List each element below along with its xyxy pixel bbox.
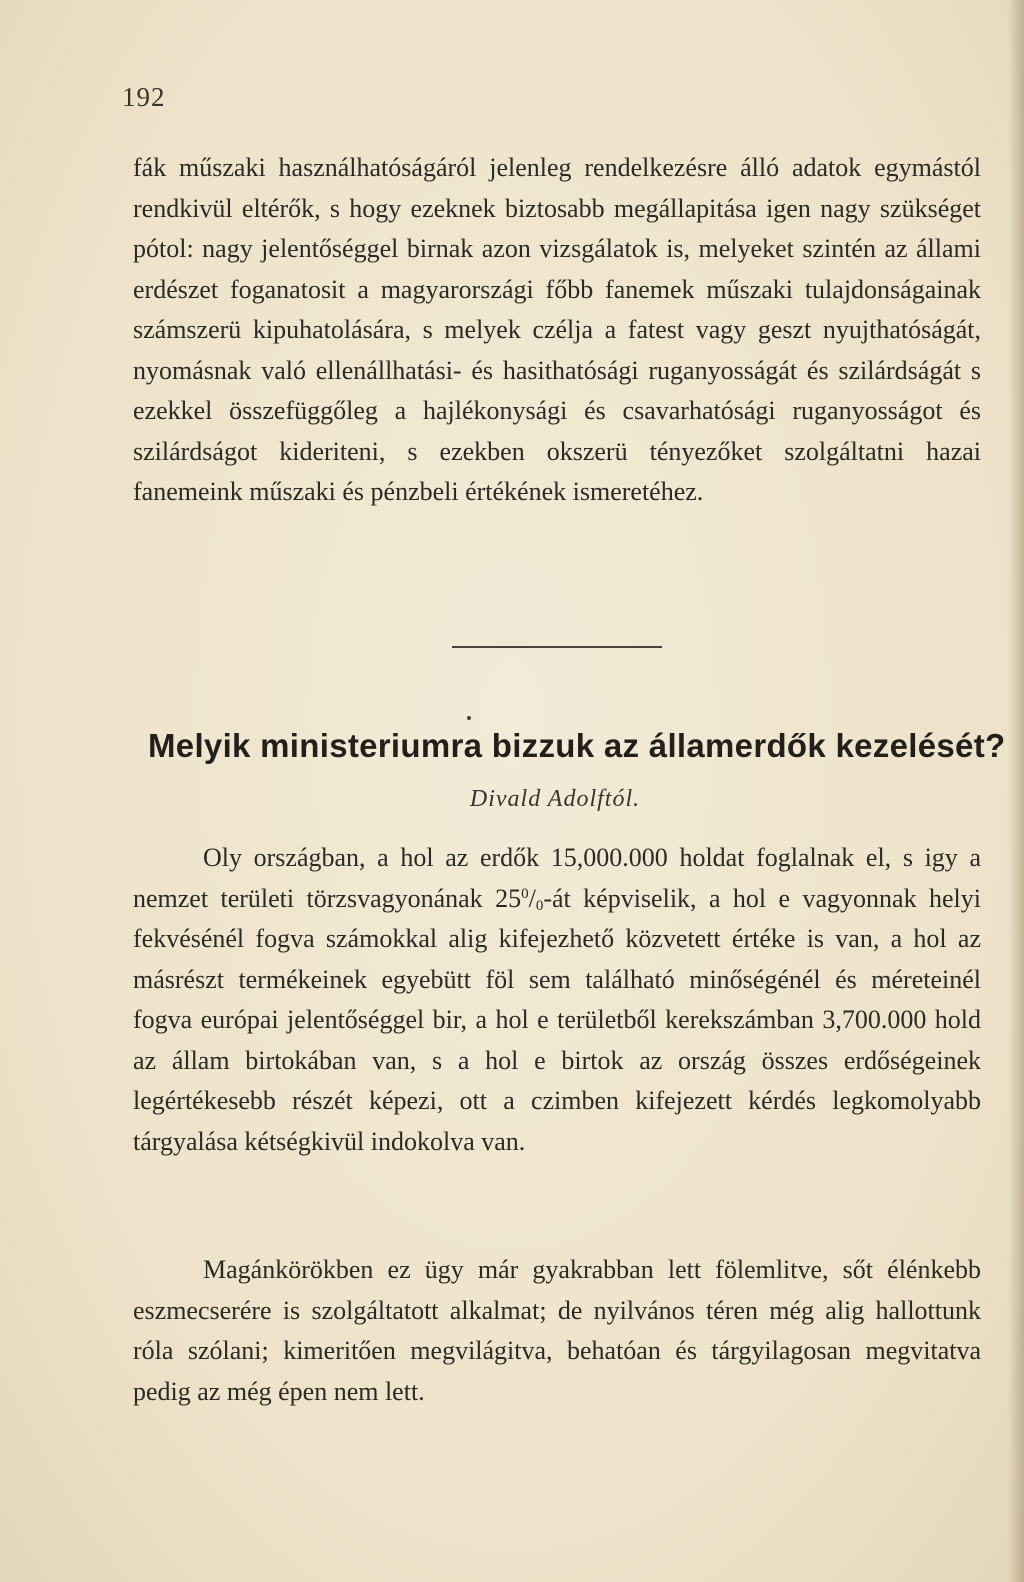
page-number: 192	[122, 82, 166, 112]
intro-text: fák műszaki használhatóságáról jelenleg rendelkezésre álló adatok egymástól rendkivül eltérők, s hogy ezeknek biztosabb megállapitása igen nagy szükséget pótol: nagy jelentőséggel birnak azon vizsgálatok is, melyeket szintén az állami erdészet foganatosit a magyarországi főbb fanemek műszaki tulajdonságainak számszerü kipuhatolására, s melyek czélja a fatest vagy geszt nyujthatóságát, nyomásnak való ellenállhatási- és hasithatósági ruganyosságát és szilárdságát s ezekkel összefüggőleg a hajlékonysági és csavarhatósági ruganyosságot és szilárdságot kideriteni, s ezekben okszerü tényezőket szolgáltatni hazai fanemeink műszaki és pénzbeli értékének ismeretéhez.	[133, 153, 981, 506]
paragraph-1-before: Oly országban, a hol az erdők 15,000.000 holdat foglalnak el, s igy a nemzet területi törzsvagyonának 25	[133, 843, 981, 913]
paragraph-2-text: Magánkörökben ez ügy már gyakrabban lett fölemlitve, sőt élénkebb eszmecserére is szolgáltatott alkalmat; de nyilvános téren még alig hallottunk róla szólani; kimeritően megvilágitva, behatóan és tárgyilagosan megvitatva pedig az még épen nem lett.	[133, 1255, 981, 1406]
ornament-dot	[467, 716, 471, 720]
article-title: Melyik ministeriumra bizzuk az államerdők kezelését?	[148, 727, 1006, 764]
percent-sup: 0	[521, 885, 529, 902]
paragraph-1-after: -át képviselik, a hol e vagyonnak helyi fekvésénél fogva számokkal alig kifejezhető közvetett értéke is van, a hol az másrészt termékeinek egyebütt föl sem található minőségénél és méreteinél fogva európai jelentőséggel bir, a hol e területből kerekszámban 3,700.000 hold az állam birtokában van, s a hol e birtok az ország összes erdőségeinek legértékesebb részét képezi, ott a czimben kifejezett kérdés legkomolyabb tárgyalása kétségkivül indokolva van.	[133, 883, 981, 1156]
paragraph-1-text	[133, 838, 981, 1162]
article-paragraph-2	[133, 1250, 981, 1412]
intro-paragraph	[133, 148, 981, 513]
article-author: Divald Adolftól.	[469, 786, 641, 812]
percent-sub: 0	[535, 897, 544, 914]
article-paragraph-1	[133, 838, 981, 1162]
percent-slash: /	[528, 883, 536, 913]
section-divider	[452, 646, 662, 648]
